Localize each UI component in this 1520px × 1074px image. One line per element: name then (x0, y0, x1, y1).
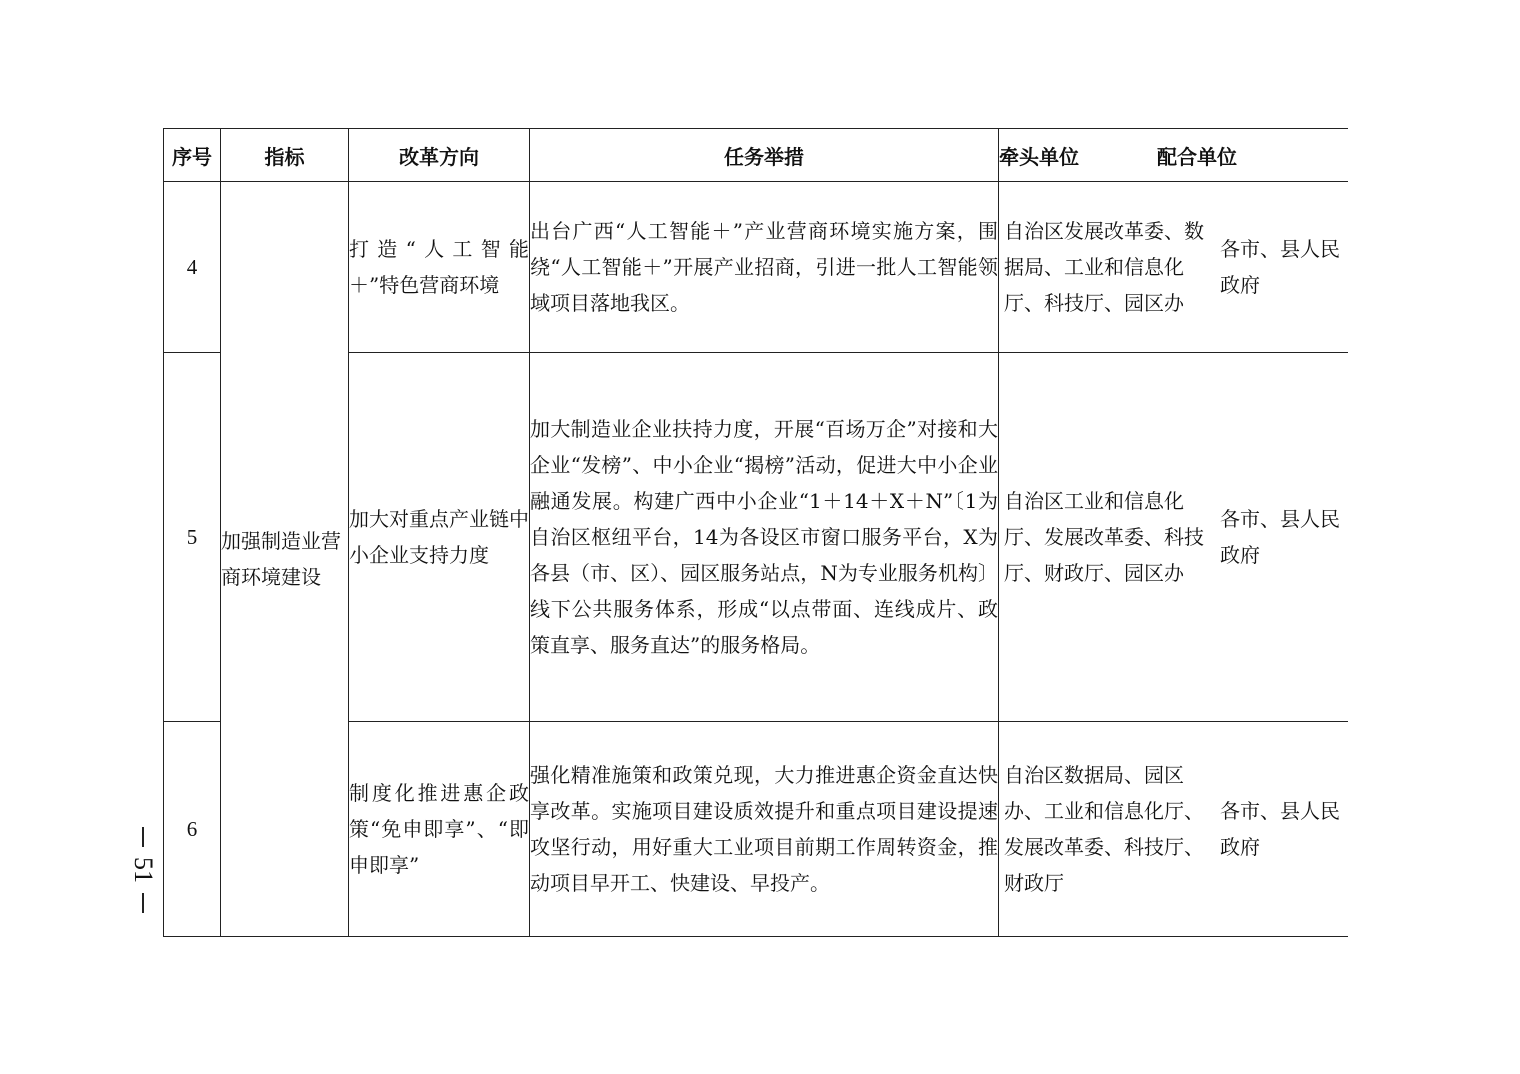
row-units (999, 182, 1348, 353)
row-indicator: 加强制造业营商环境建设 (221, 182, 349, 937)
header-tasks: 任务举措 (530, 129, 999, 182)
row-direction: 制度化推进惠企政策“免申即享”、“即申即享” (349, 722, 530, 937)
row-support-unit: 各市、县人民政府 (1220, 237, 1340, 297)
row-direction: 打造“人工智能＋”特色营商环境 (349, 182, 530, 353)
table-header-row (164, 129, 1348, 182)
header-seq: 序号 (164, 129, 221, 182)
row-units (999, 353, 1348, 722)
row-support-unit: 各市、县人民政府 (1220, 799, 1340, 859)
row-lead-unit: 自治区数据局、园区办、工业和信息化厅、发展改革委、科技厅、财政厅 (1004, 763, 1204, 895)
row-lead-unit: 自治区工业和信息化厅、发展改革委、科技厅、财政厅、园区办 (1004, 489, 1204, 585)
table-row (164, 182, 1348, 353)
page-number-dash-top (142, 827, 144, 847)
page-number (116, 820, 170, 920)
row-tasks: 加大制造业企业扶持力度，开展“百场万企”对接和大企业“发榜”、中小企业“揭榜”活动，促进大中小企业融通发展。构建广西中小企业“1＋14＋X＋N”〔1为自治区枢纽平台，14为各设区市窗口服务平台，X为各县（市、区）、园区服务站点，N为专业服务机构〕线下公共服务体系，形成“以点带面、连线成片、政策直享、服务直达”的服务格局。 (530, 353, 999, 722)
row-seq: 4 (164, 182, 221, 353)
page-number-text: 51 (129, 857, 158, 883)
header-indicator: 指标 (221, 129, 349, 182)
row-tasks: 强化精准施策和政策兑现，大力推进惠企资金直达快享改革。实施项目建设质效提升和重点项目建设提速攻坚行动，用好重大工业项目前期工作周转资金，推动项目早开工、快建设、早投产。 (530, 722, 999, 937)
row-units (999, 722, 1348, 937)
row-lead-unit: 自治区发展改革委、数据局、工业和信息化厅、科技厅、园区办 (1004, 219, 1204, 315)
row-direction: 加大对重点产业链中小企业支持力度 (349, 353, 530, 722)
row-support-unit: 各市、县人民政府 (1220, 507, 1340, 567)
header-direction: 改革方向 (349, 129, 530, 182)
row-tasks: 出台广西“人工智能＋”产业营商环境实施方案，围绕“人工智能＋”开展产业招商，引进一批人工智能领域项目落地我区。 (530, 182, 999, 353)
header-support-unit: 配合单位 (1157, 144, 1237, 169)
row-seq: 5 (164, 353, 221, 722)
page-number-dash-bottom (142, 893, 144, 913)
header-units (999, 129, 1348, 182)
header-lead-unit: 牵头单位 (999, 144, 1079, 169)
reform-task-table (163, 128, 1348, 937)
row-seq: 6 (164, 722, 221, 937)
